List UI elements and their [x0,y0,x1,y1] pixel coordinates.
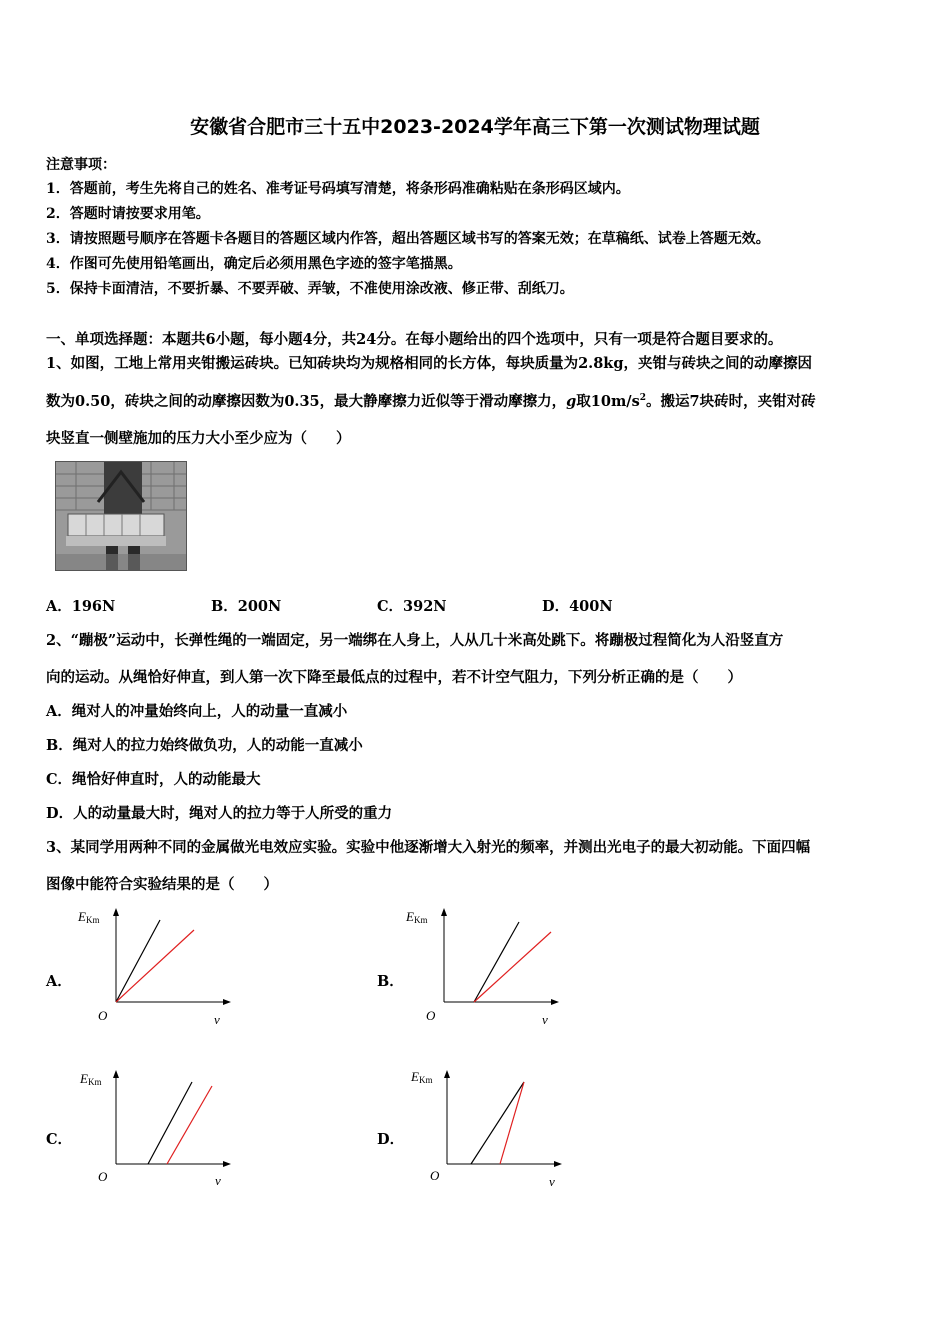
q3-graph-d [403,1062,573,1192]
y-axis-label: EKm [80,1071,102,1087]
q3-text-line: 3、某同学用两种不同的金属做光电效应实验。实验中他逐渐增大入射光的频率，并测出光电子的最大初动能。下面四幅 [46,839,811,856]
q2-option-a: A．绳对人的冲量始终向上，人的动量一直减小 [46,703,348,720]
note-item: 2．答题时请按要求用笔。 [46,206,210,222]
q3-option-d-label: D． [377,1131,405,1148]
note-item: 3．请按照题号顺序在答题卡各题目的答题区域内作答，超出答题区域书写的答案无效；在草稿纸、试卷上答题无效。 [46,231,770,247]
q1-text-line: 1、如图，工地上常用夹钳搬运砖块。已知砖块均为规格相同的长方体，每块质量为2.8kg，夹钳与砖块之间的动摩擦因 [46,355,812,372]
x-axis-label: ν [542,1012,548,1027]
q3-option-b-label: B． [377,973,404,990]
x-arrow [223,1161,231,1167]
q3-graph-a [72,902,242,1032]
y-arrow [113,908,119,916]
origin-label: O [426,1008,436,1023]
y-axis-label: EKm [78,909,100,925]
q1-text-line: 块竖直一侧壁施加的压力大小至少应为（ ） [46,430,351,447]
y-arrow [113,1070,119,1078]
y-arrow [444,1070,450,1078]
x-axis-label: ν [214,1012,220,1027]
q1-option-a: A．196N [46,598,116,615]
red-line [116,930,194,1002]
q1-option-c: C．392N [377,598,447,615]
black-line [471,1082,524,1164]
note-item: 4．作图可先使用铅笔画出，确定后必须用黑色字迹的签字笔描黑。 [46,256,462,272]
q3-text-line: 图像中能符合实验结果的是（ ） [46,876,278,893]
q2-option-c: C．绳恰好伸直时，人的动能最大 [46,771,261,788]
q2-text-line: 2、“蹦极”运动中，长弹性绳的一端固定，另一端绑在人身上，人从几十米高处跳下。将蹦极过程简化为人沿竖直方 [46,632,784,649]
x-arrow [554,1161,562,1167]
red-line [167,1086,212,1164]
q3-graph-b [400,902,570,1032]
note-item: 1．答题前，考生先将自己的姓名、准考证号码填写清楚，将条形码准确粘贴在条形码区域内。 [46,181,630,197]
origin-label: O [98,1008,108,1023]
x-arrow [223,999,231,1005]
q2-option-b: B．绳对人的拉力始终做负功，人的动能一直减小 [46,737,363,754]
section-heading: 一、单项选择题：本题共6小题，每小题4分，共24分。在每小题给出的四个选项中，只有一项是符合题目要求的。 [46,331,783,348]
q3-graph-c [72,1062,242,1192]
q2-option-d: D．人的动量最大时，绳对人的拉力等于人所受的重力 [46,805,393,822]
q3-option-c-label: C． [46,1131,73,1148]
origin-label: O [430,1168,440,1183]
notes-heading: 注意事项： [46,157,116,173]
q1-option-b: B．200N [211,598,282,615]
q1-option-d: D．400N [542,598,613,615]
page-title: 安徽省合肥市三十五中2023-2024学年高三下第一次测试物理试题 [190,116,760,138]
q3-option-a-label: A． [46,973,72,990]
y-axis-label: EKm [411,1069,433,1085]
origin-label: O [98,1169,108,1184]
x-axis-label: ν [215,1173,221,1188]
q1-text-line: 数为0.50，砖块之间的动摩擦因数为0.35，最大静摩擦力近似等于滑动摩擦力，g取$10m/s^2$。搬运7块砖时，夹钳对砖 [46,393,816,410]
note-item: 5．保持卡面清洁，不要折暴、不要弄破、弄皱，不准使用涂改液、修正带、刮纸刀。 [46,281,574,297]
x-arrow [551,999,559,1005]
y-arrow [441,908,447,916]
red-line [474,932,551,1002]
x-axis-label: ν [549,1174,555,1189]
y-axis-label: EKm [406,909,428,925]
black-line [148,1082,192,1164]
red-line [500,1082,524,1164]
q2-text-line: 向的运动。从绳恰好伸直，到人第一次下降至最低点的过程中，若不计空气阻力，下列分析正确的是（ ） [46,669,742,686]
brick-tongs-photo [55,461,187,571]
black-line [116,920,160,1002]
black-line [474,922,519,1002]
